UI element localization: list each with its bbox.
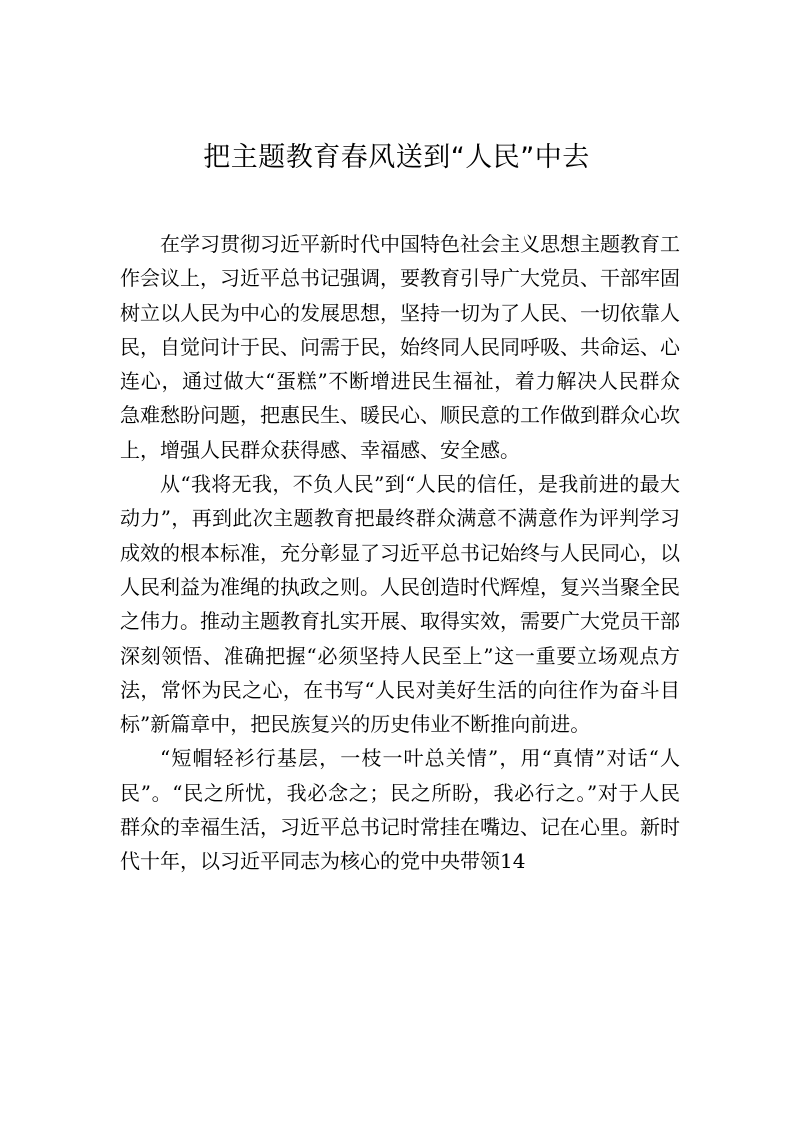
paragraph-1: 在学习贯彻习近平新时代中国特色社会主义思想主题教育工作会议上，习近平总书记强调，要教育引导广大党员、干部牢固树立以人民为中心的发展思想，坚持一切为了人民、一切依靠人民，自觉问计于民、问需于民，始终同人民同呼吸、共命运、心连心，通过做大“蛋糕”不断增进民生福祉，着力解决人民群众急难愁盼问题，把惠民生、暖民心、顺民意的工作做到群众心坎上，增强人民群众获得感、幸福感、安全感。 bbox=[120, 232, 680, 462]
document-title: 把主题教育春风送到“人民”中去 bbox=[203, 142, 590, 173]
paragraph-3: “短帽轻衫行基层，一枝一叶总关情”，用“真情”对话“人民”。“民之所忧，我必念之；民之所盼，我必行之。”对于人民群众的幸福生活，习近平总书记时常挂在嘴边、记在心里。新时代十年，以习近平同志为核心的党中央带领14 bbox=[120, 746, 680, 874]
paragraph-2: 从“我将无我，不负人民”到“人民的信任，是我前进的最大动力”，再到此次主题教育把最终群众满意不满意作为评判学习成效的根本标准，充分彰显了习近平总书记始终与人民同心，以人民利益为准绳的执政之则。人民创造时代辉煌，复兴当聚全民之伟力。推动主题教育扎实开展、取得实效，需要广大党员干部深刻领悟、准确把握“必须坚持人民至上”这一重要立场观点方法，常怀为民之心，在书写“人民对美好生活的向往作为奋斗目标”新篇章中，把民族复兴的历史伟业不断推向前进。 bbox=[120, 472, 680, 737]
document-body bbox=[120, 227, 680, 879]
